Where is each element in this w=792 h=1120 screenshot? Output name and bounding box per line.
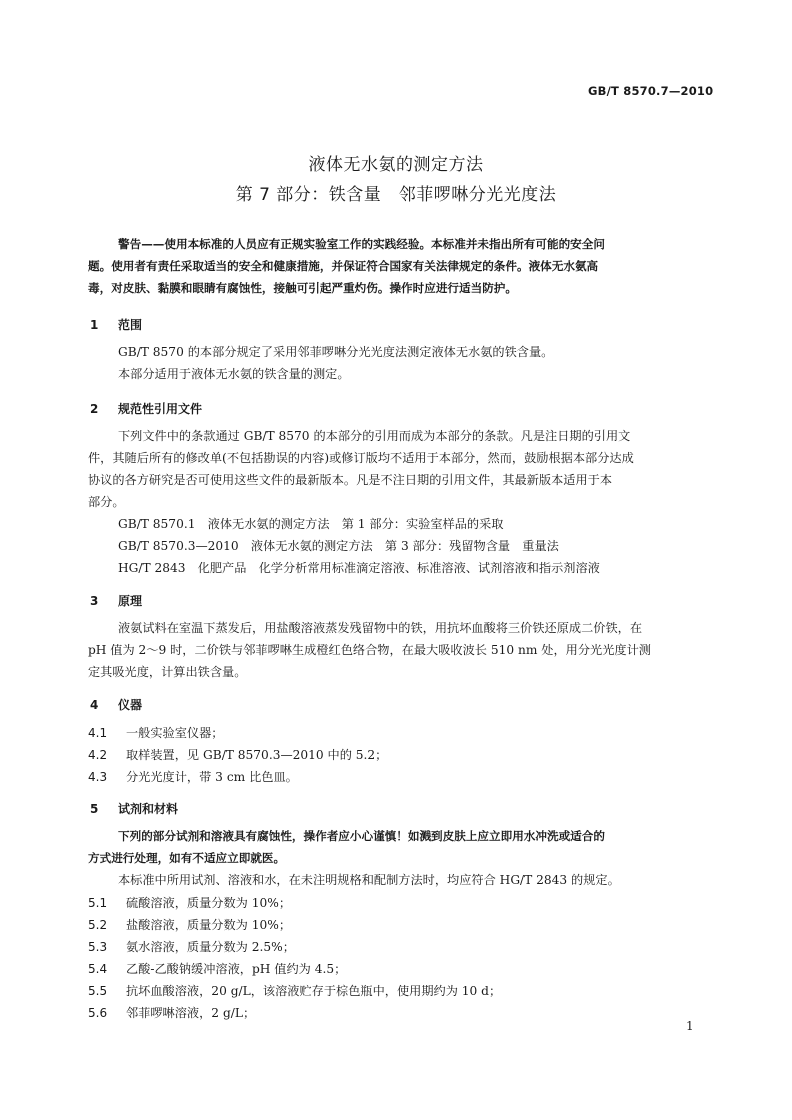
item-text: 乙酸-乙酸钠缓冲溶液，pH 值约为 4.5； bbox=[126, 962, 347, 976]
section-number: 4 bbox=[90, 698, 99, 712]
page-number: 1 bbox=[686, 1019, 694, 1033]
reference-item: HG/T 2843 化肥产品 化学分析常用标准滴定溶液、标准溶液、试剂溶液和指示剂溶液 bbox=[118, 561, 600, 575]
list-item bbox=[88, 938, 295, 955]
section-title: 规范性引用文件 bbox=[118, 402, 203, 416]
reference-item: GB/T 8570.3—2010 液体无水氨的测定方法 第 3 部分：残留物含量 重量法 bbox=[118, 539, 559, 553]
section-title: 仪器 bbox=[118, 698, 143, 712]
list-item bbox=[88, 916, 291, 933]
item-text: 氨水溶液，质量分数为 2.5%； bbox=[126, 940, 295, 954]
item-text: 取样装置，见 GB/T 8570.3—2010 中的 5.2； bbox=[126, 748, 388, 762]
paragraph: 本部分适用于液体无水氨的铁含量的测定。 bbox=[118, 367, 350, 381]
section-5-heading bbox=[90, 800, 178, 817]
list-item bbox=[88, 768, 298, 785]
warning-line-2: 题。使用者有责任采取适当的安全和健康措施，并保证符合国家有关法律规定的条件。液体无水氨高 bbox=[88, 259, 599, 273]
paragraph: GB/T 8570 的本部分规定了采用邻菲啰啉分光光度法测定液体无水氨的铁含量。 bbox=[118, 345, 554, 359]
item-text: 硫酸溶液，质量分数为 10%； bbox=[126, 896, 292, 910]
section-number: 5 bbox=[90, 802, 99, 816]
section-1-heading bbox=[90, 316, 142, 333]
section-title: 范围 bbox=[118, 318, 143, 332]
item-number: 4.1 bbox=[88, 726, 108, 740]
item-text: 抗坏血酸溶液，20 g/L，该溶液贮存于棕色瓶中，使用期约为 10 d； bbox=[126, 984, 502, 998]
caution-line-1: 下列的部分试剂和溶液具有腐蚀性，操作者应小心谨慎！如溅到皮肤上应立即用水冲洗或适合的 bbox=[118, 829, 605, 843]
paragraph-line: 液氨试料在室温下蒸发后，用盐酸溶液蒸发残留物中的铁，用抗坏血酸将三价铁还原成二价铁，在 bbox=[118, 621, 643, 635]
item-number: 5.4 bbox=[88, 962, 108, 976]
item-text: 一般实验室仪器； bbox=[126, 726, 224, 740]
section-title: 试剂和材料 bbox=[118, 802, 179, 816]
list-item bbox=[88, 746, 387, 763]
caution-line-2: 方式进行处理，如有不适应立即就医。 bbox=[88, 851, 286, 865]
paragraph-line: 件，其随后所有的修改单(不包括勘误的内容)或修订版均不适用于本部分，然而，鼓励根据本部分达成 bbox=[88, 451, 634, 465]
item-number: 5.2 bbox=[88, 918, 108, 932]
paragraph-line: 定其吸光度，计算出铁含量。 bbox=[88, 665, 247, 679]
list-item bbox=[88, 982, 501, 999]
item-number: 4.3 bbox=[88, 770, 108, 784]
list-item bbox=[88, 960, 346, 977]
paragraph-line: 下列文件中的条款通过 GB/T 8570 的本部分的引用而成为本部分的条款。凡是注日期的引用文 bbox=[118, 429, 631, 443]
section-number: 2 bbox=[90, 402, 99, 416]
title-line-1: 液体无水氨的测定方法 bbox=[308, 155, 484, 175]
item-number: 5.1 bbox=[88, 896, 108, 910]
item-text: 分光光度计，带 3 cm 比色皿。 bbox=[126, 770, 298, 784]
section-4-heading bbox=[90, 696, 142, 713]
item-text: 邻菲啰啉溶液，2 g/L； bbox=[126, 1006, 256, 1020]
item-number: 4.2 bbox=[88, 748, 108, 762]
item-number: 5.3 bbox=[88, 940, 108, 954]
section-number: 3 bbox=[90, 594, 99, 608]
warning-line-3: 毒，对皮肤、黏膜和眼睛有腐蚀性，接触可引起严重灼伤。操作时应进行适当防护。 bbox=[88, 281, 517, 295]
paragraph-line: pH 值为 2～9 时，二价铁与邻菲啰啉生成橙红色络合物，在最大吸收波长 510 nm 处，用分光光度计测 bbox=[88, 643, 651, 657]
list-item bbox=[88, 894, 291, 911]
warning-line-1: 警告——使用本标准的人员应有正规实验室工作的实践经验。本标准并未指出所有可能的安全问 bbox=[118, 237, 605, 251]
paragraph-line: 协议的各方研究是否可使用这些文件的最新版本。凡是不注日期的引用文件，其最新版本适用于本 bbox=[88, 473, 613, 487]
section-3-heading bbox=[90, 592, 142, 609]
standard-code: GB/T 8570.7—2010 bbox=[588, 84, 714, 98]
paragraph: 本标准中所用试剂、溶液和水，在未注明规格和配制方法时，均应符合 HG/T 2843 的规定。 bbox=[118, 873, 620, 887]
paragraph-line: 部分。 bbox=[88, 495, 125, 509]
section-2-heading bbox=[90, 400, 202, 417]
section-number: 1 bbox=[90, 318, 99, 332]
list-item bbox=[88, 724, 224, 741]
reference-item: GB/T 8570.1 液体无水氨的测定方法 第 1 部分：实验室样品的采取 bbox=[118, 517, 504, 531]
list-item bbox=[88, 1004, 255, 1021]
item-number: 5.5 bbox=[88, 984, 108, 998]
item-text: 盐酸溶液，质量分数为 10%； bbox=[126, 918, 292, 932]
title-line-2: 第 7 部分：铁含量 邻菲啰啉分光光度法 bbox=[235, 185, 557, 205]
item-number: 5.6 bbox=[88, 1006, 108, 1020]
section-title: 原理 bbox=[118, 594, 143, 608]
